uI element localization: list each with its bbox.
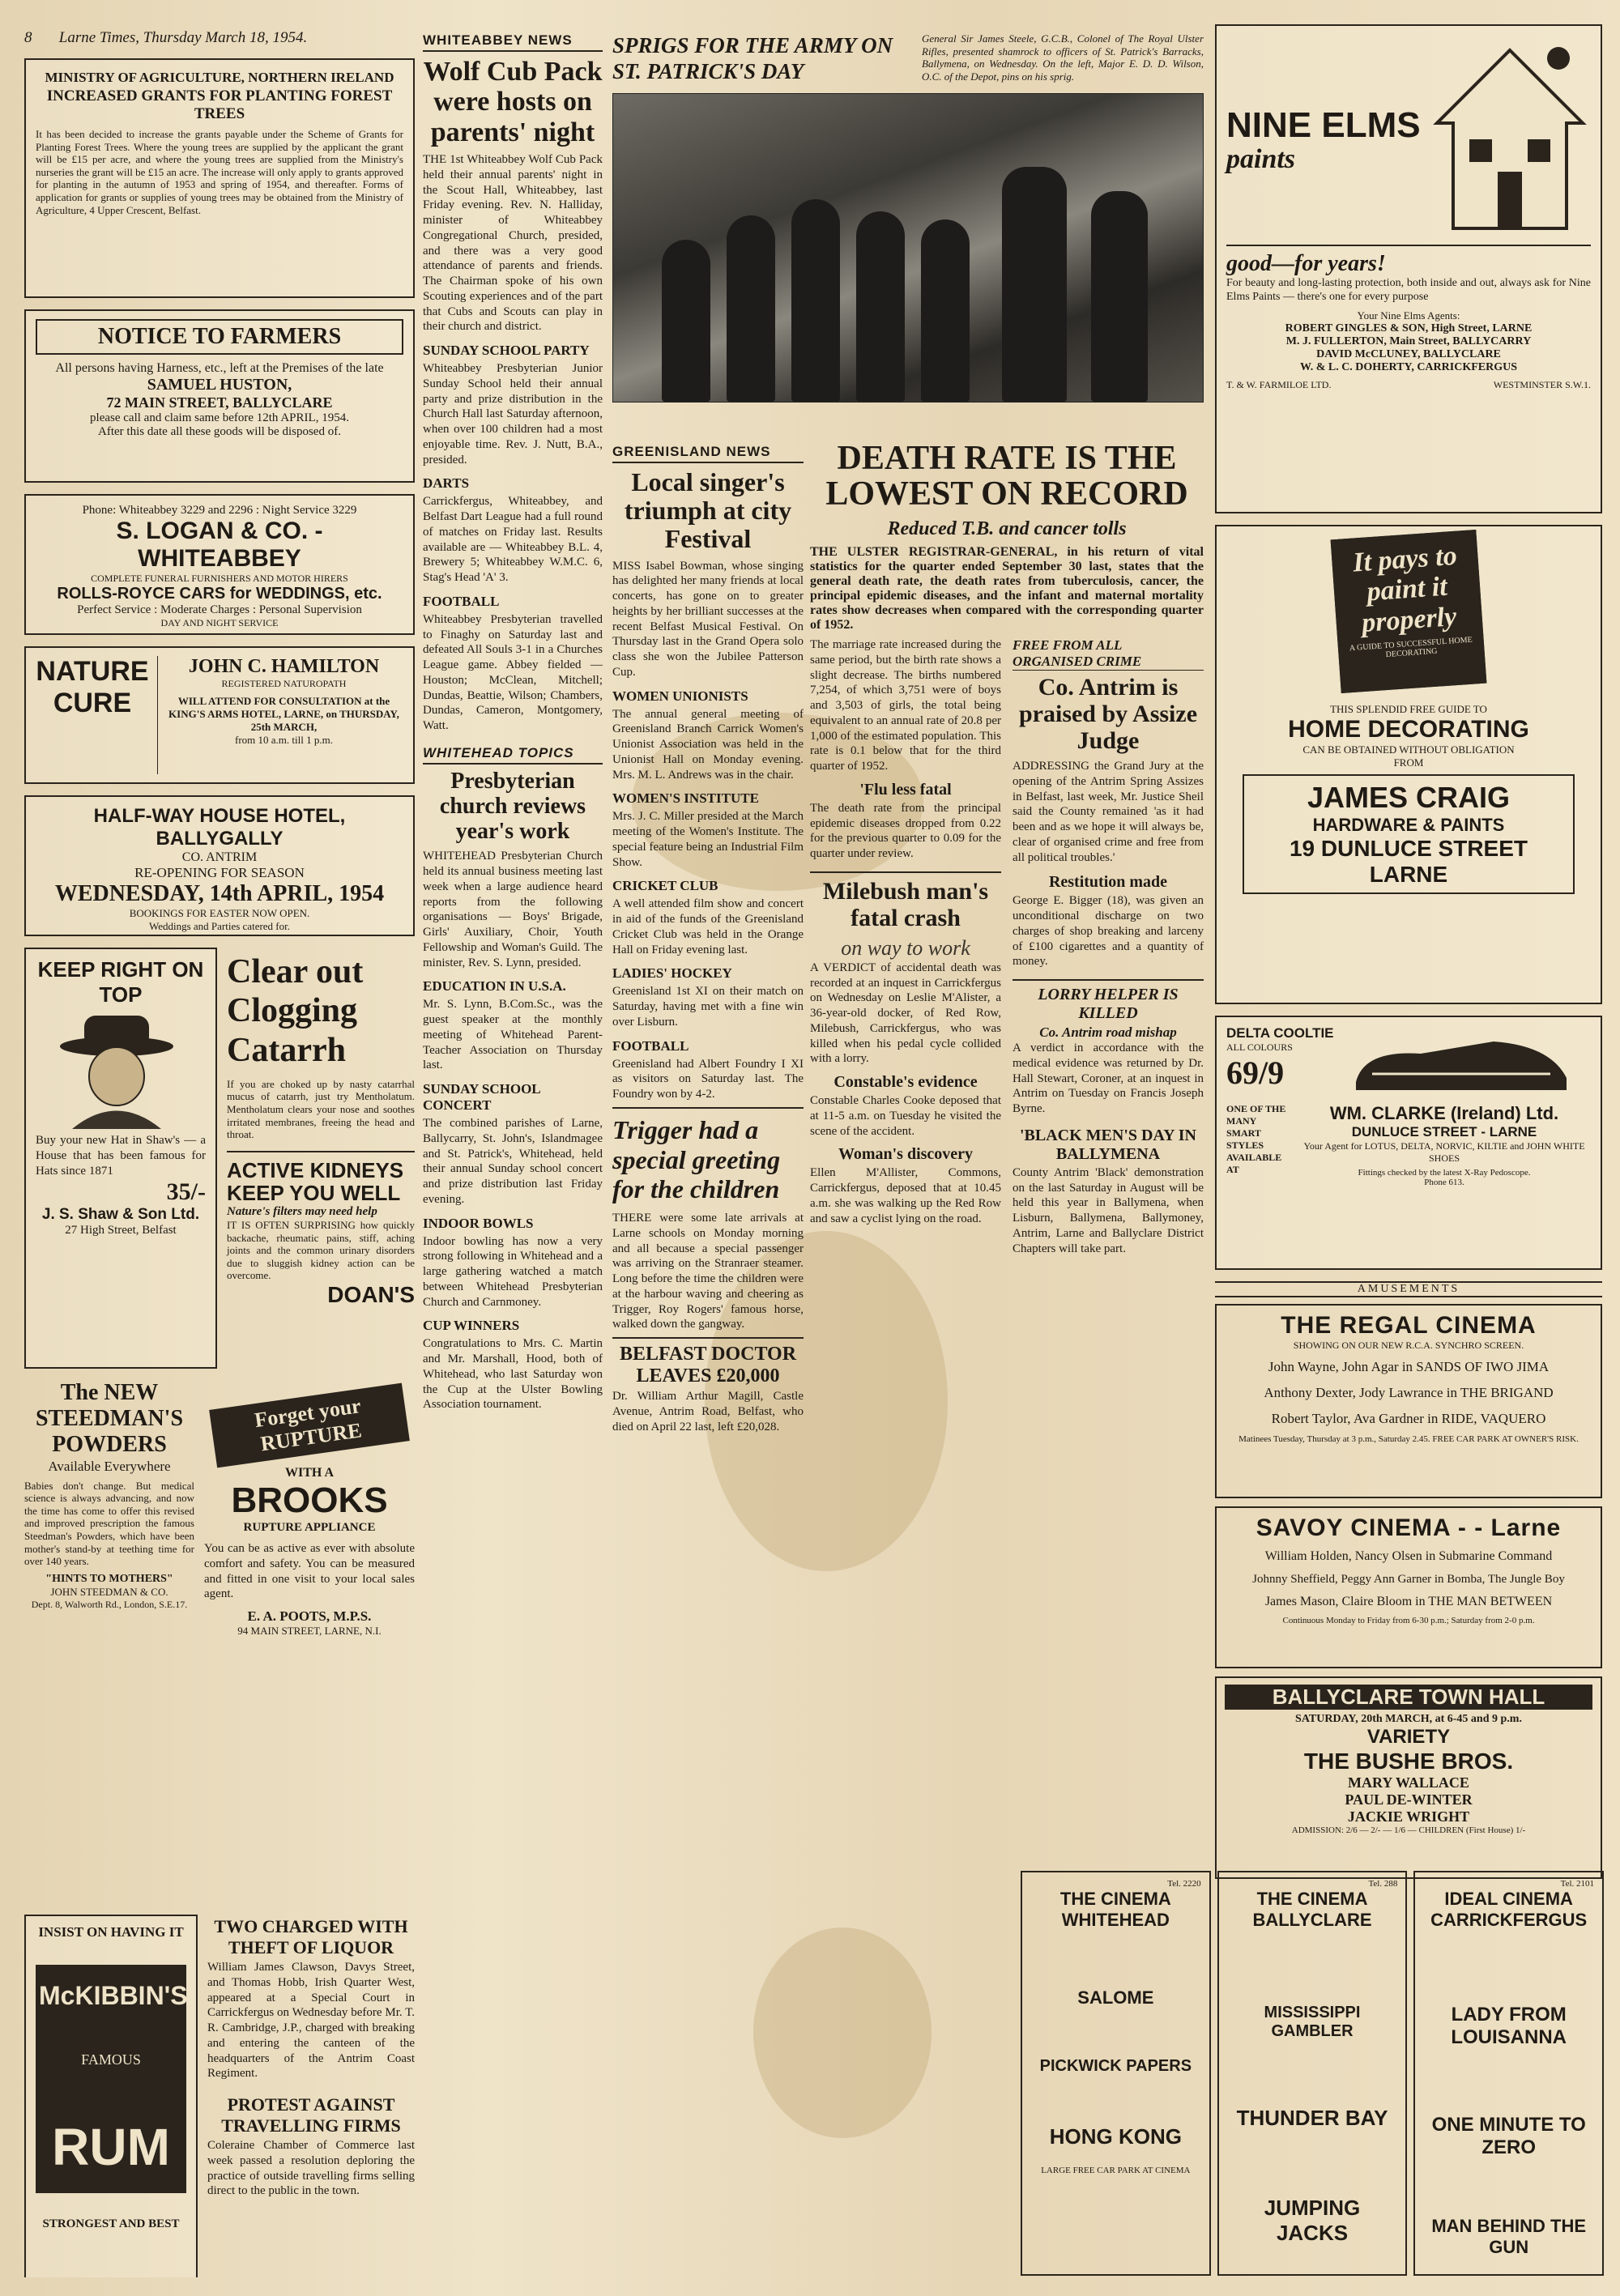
farmers-line3: After this date all these goods will be disposed of. [98, 425, 341, 438]
kidneys-sub: Nature's filters may need help [227, 1205, 377, 1219]
nine-elms-maker: T. & W. FARMILOE LTD. [1226, 378, 1332, 390]
agent-3: DAVID McCLUNEY, BALLYCLARE [1316, 347, 1501, 360]
powders-sub: Available Everywhere [48, 1458, 171, 1474]
clarke-agent: Your Agent for LOTUS, DELTA, NORVIC, KILTIE and JOHN WHITE SHOES [1303, 1140, 1585, 1164]
hat-catarrh-row [24, 948, 415, 1369]
hotel-note: BOOKINGS FOR EASTER NOW OPEN. [129, 907, 310, 919]
townhall-date: SATURDAY, 20th MARCH, at 6-45 and 9 p.m. [1295, 1713, 1522, 1725]
lorry-title: LORRY HELPER IS KILLED [1038, 986, 1179, 1023]
craig-obtain: CAN BE OBTAINED WITHOUT OBLIGATION [1302, 743, 1515, 756]
man-in-hat-icon [36, 1007, 198, 1129]
wm-clarke-ad [1215, 1016, 1602, 1270]
masthead: Larne Times, Thursday March 18, 1954. [58, 29, 308, 46]
sunday-party-title: SUNDAY SCHOOL PARTY [423, 343, 590, 359]
whitehead-film-3: HONG KONG [1049, 2124, 1182, 2149]
savoy-film-2: Johnny Sheffield, Peggy Ann Garner in Bomba, The Jungle Boy [1252, 1572, 1565, 1586]
amusements-header: AMUSEMENTS [1215, 1281, 1602, 1297]
craig-town: LARNE [1369, 862, 1448, 887]
nine-elms-your: Your Nine Elms Agents: [1357, 309, 1460, 322]
brooks-ad [204, 1380, 415, 1915]
naturopath-role: REGISTERED NATUROPATH [221, 678, 347, 689]
whiteabbey-kicker: WHITEABBEY NEWS [423, 32, 603, 52]
singer-text: MISS Isabel Bowman, whose singing has delighted her many friends at local concerts, has gone on to greater heights by her brilliant successes at the recent Belfast Musical Festival. On Thursday last in the Grand Opera solo class she won the Jubilee Patterson Cup. [612, 559, 804, 679]
nine-elms-brand: NINE ELMS [1226, 105, 1421, 145]
whitehead-cinema-ad [1021, 1871, 1211, 2276]
restitution-text: George E. Bigger (18), was given an unconditional discharge on two charges of shop breaking and larceny of £100 cigarettes and a quantity of money. [1013, 894, 1204, 969]
column-1 [24, 58, 415, 2277]
cup-title: CUP WINNERS [423, 1318, 520, 1334]
ministry-title: MINISTRY OF AGRICULTURE, NORTHERN IRELAND [45, 70, 394, 85]
rum-row [24, 1915, 415, 2277]
education-text: Mr. S. Lynn, B.Com.Sc., was the guest speaker at the monthly meeting of Whitehead Parent-Teacher Association on Thursday last. [423, 998, 603, 1072]
nine-elms-place: WESTMINSTER S.W.1. [1493, 378, 1591, 390]
unionists-text: The annual general meeting of Greenisland Branch Carrick Women's Unionist Association was held in the Unionist Hall on Monday evening. Mrs. M. L. Andrews was in the chair. [612, 707, 804, 782]
craig-guide: A GUIDE TO SUCCESSFUL HOME DECORATING [1349, 635, 1473, 660]
doctor-text: Dr. William Arthur Magill, Castle Avenue, Antrim Road, Belfast, who died on April 22 last, left £20,028. [612, 1390, 804, 1433]
crime-pre: FREE FROM ALL [1013, 637, 1123, 654]
shaw-hat-ad [24, 948, 217, 1369]
craig-free: THIS SPLENDID FREE GUIDE TO [1330, 703, 1487, 715]
logan-ad [24, 494, 415, 635]
craig-from: FROM [1393, 756, 1424, 769]
clarke-shoe: DELTA COOLTIE [1226, 1025, 1334, 1041]
hotel-date: WEDNESDAY, 14th APRIL, 1954 [54, 881, 385, 906]
cricket-title: CRICKET CLUB [612, 878, 718, 894]
milebush-deck: on way to work [841, 935, 970, 960]
townhall-act-3: PAUL DE-WINTER [1345, 1791, 1473, 1808]
milebush-text: A VERDICT of accidental death was recorded at an inquest in Carrickfergus on Wednesday on Leslie M'Alister, a 36-year-old docker, of Red Row, Milebush, Carrickfergus, who was killed when his pedal cycle collided with a lorry. [810, 961, 1001, 1066]
darts-text: Carrickfergus, Whiteabbey, and Belfast Dart League had a full round of matches on Friday last. Results available are — Whiteabbey B.L. 4, Brewery 5; Whiteabbey W.M.C. 6, Stag's Head 'A' 3. [423, 495, 603, 585]
agent-4: W. & L. C. DOHERTY, CARRICKFERGUS [1299, 360, 1517, 373]
ballyclare-title: THE CINEMA BALLYCLARE [1252, 1889, 1372, 1930]
catarrh-title: Clear out Clogging Catarrh [227, 953, 364, 1069]
brooks-addr: 94 MAIN STREET, LARNE, N.I. [237, 1625, 382, 1637]
regal-title: THE REGAL CINEMA [1281, 1312, 1537, 1339]
gi-football-text: Greenisland had Albert Foundry I XI as visitors on Saturday last. The Foundry won by 4-2. [612, 1057, 804, 1101]
clarke-colours: ALL COLOURS [1226, 1042, 1293, 1053]
whitehead-film-2: PICKWICK PAPERS [1039, 2057, 1192, 2075]
protest-title: PROTEST AGAINST TRAVELLING FIRMS [221, 2094, 401, 2136]
farmers-line1: All persons having Harness, etc., left at the Premises of the late [55, 361, 384, 375]
brooks-agent: E. A. POOTS, M.P.S. [247, 1608, 372, 1624]
townhall-variety: VARIETY [1366, 1726, 1451, 1748]
savoy-film-3: James Mason, Claire Bloom in THE MAN BETWEEN [1264, 1595, 1553, 1609]
wolf-cub-headline: Wolf Cub Pack were hosts on parents' night [423, 57, 603, 147]
carrick-film-2: ONE MINUTE TO ZERO [1431, 2114, 1586, 2158]
crime-headline: Co. Antrim is praised by Assize Judge [1018, 674, 1198, 755]
brooks-banner: Forget your RUPTURE [209, 1383, 410, 1468]
townhall-admission: ADMISSION: 2/6 — 2/- — 1/6 — CHILDREN (First House) 1/- [1291, 1825, 1526, 1835]
hat-shop: J. S. Shaw & Son Ltd. [41, 1206, 200, 1224]
rum-bottom: STRONGEST AND BEST [42, 2217, 180, 2230]
kidneys-ad [227, 1151, 415, 1308]
carrick-tel: Tel. 2101 [1560, 1879, 1595, 1889]
sprigs-headline: SPRIGS FOR THE ARMY ON ST. PATRICK'S DAY [612, 33, 893, 84]
clarke-side: ONE OF THE MANY SMART STYLES AVAILABLE AT [1226, 1103, 1286, 1175]
rum-famous: FAMOUS [81, 2051, 141, 2068]
institute-title: WOMEN'S INSTITUTE [612, 790, 759, 807]
doctor-headline: BELFAST DOCTOR LEAVES £20,000 [619, 1344, 797, 1387]
brooks-text: You can be as active as ever with absolute comfort and safety. You can be measured and fitted in one visit to your local sales agent. [204, 1542, 415, 1601]
regal-film-1: John Wayne, John Agar in SANDS OF IWO JIMA [1268, 1359, 1550, 1374]
farmers-title: NOTICE TO FARMERS [36, 319, 403, 355]
regal-sub: SHOWING ON OUR NEW R.C.A. SYNCHRO SCREEN. [1293, 1340, 1524, 1351]
ballyclare-tel: Tel. 288 [1368, 1879, 1398, 1889]
ministry-text: It has been decided to increase the grants payable under the Scheme of Grants for Planting Forest Trees. Where the young trees are supplied by the applicant the grant will be £15 per acre, and where the young trees are supplied from the Ministry's nurseries the grant will be £15 an acre. The increase will only apply to grants approved for planting in the autumn of 1953 and spring of 1954, and thereafter. Forms of application for grants or supplies of young trees may be obtained from the Ministry of Agriculture, 4 Upper Crescent, Belfast. [36, 128, 403, 216]
craig-title: HOME DECORATING [1288, 716, 1529, 743]
regal-film-3: Robert Taylor, Ava Gardner in RIDE, VAQUERO [1271, 1411, 1546, 1427]
carrick-film-3: MAN BEHIND THE GUN [1431, 2216, 1587, 2257]
sschool-title: SUNDAY SCHOOL CONCERT [423, 1081, 540, 1114]
death-rate-headline: DEATH RATE IS THE LOWEST ON RECORD [825, 440, 1188, 513]
presbyterian-headline: Presbyterian church reviews year's work [439, 768, 586, 844]
greenisland-kicker: GREENISLAND NEWS [612, 444, 804, 463]
ministry-headline: INCREASED GRANTS FOR PLANTING FOREST TREES [46, 87, 393, 122]
kidneys-text: IT IS OFTEN SURPRISING how quickly backache, rheumatic pains, stiff, aching joints and the common urinary disorders due to sluggish kidney action can be overcome. [227, 1219, 415, 1282]
lorry-text: A verdict in accordance with the medical evidence was returned by Dr. Hall Stewart, Coroner, at an inquest in Antrim on Tuesday on Francis Joseph Byrne. [1013, 1042, 1204, 1116]
savoy-film-1: William Holden, Nancy Olsen in Submarine Command [1264, 1549, 1553, 1563]
farmers-name: SAMUEL HUSTON, [147, 376, 292, 394]
powders-maker: JOHN STEEDMAN & CO. [50, 1585, 168, 1598]
hockey-title: LADIES' HOCKEY [612, 965, 732, 982]
doans-brand: DOAN'S [327, 1282, 415, 1308]
charged-text: William James Clawson, Davys Street, and Thomas Hobb, Irish Quarter West, appeared at a Special Court in Carrickfergus on Wednesday before Mr. T. R. Cambridge, J.P., charged with breaking and entering the canteen of the headquarters of the Antrim Coast Regiment. [207, 1961, 415, 2081]
hat-price: 35/- [166, 1178, 206, 1206]
hockey-text: Greenisland 1st XI on their match on Saturday, having met with a fine win over Lisburn. [612, 985, 804, 1029]
naturopath-time: from 10 a.m. till 1 p.m. [235, 734, 333, 746]
sprigs-caption: General Sir James Steele, G.C.B., Colonel of The Royal Ulster Rifles, presented shamrock to officers of St. Patrick's Barracks, Ballymena, on Wednesday. On the left, Major E. D. D. Wilson, O.C. of the Depot, pins on his sprig. [922, 32, 1204, 83]
townhall-act-4: JACKIE WRIGHT [1347, 1808, 1470, 1825]
catarrh-text: If you are choked up by nasty catarrhal mucus of catarrh, just try Mentholatum. Mentholatum clears your nose and soothes irritated membranes, freeing the head and throat. [227, 1077, 415, 1141]
whitehead-film-1: SALOME [1077, 1987, 1154, 2008]
ballyclare-film-2: THUNDER BAY [1236, 2106, 1388, 2130]
wolf-cub-text: THE 1st Whiteabbey Wolf Cub Pack held their annual parents' night in the Scout Hall, Whiteabbey, last Friday evening. Rev. N. Halliday, minister of Whiteabbey Congregational Church, presided, and there was a very good attendance of parents and friends. The Chairman spoke of his own Scouting experiences and of the part that Cubs and Scouts can play in their church and district. [423, 153, 603, 334]
gi-football-title: FOOTBALL [612, 1037, 689, 1054]
naturopath-consult: WILL ATTEND FOR CONSULTATION at the KING'S ARMS HOTEL, LARNE, on THURSDAY, 25th MARCH, [168, 695, 399, 733]
cinema-strip [1021, 1871, 1604, 2284]
regal-note: Matinees Tuesday, Thursday at 3 p.m., Saturday 2.45. FREE CAR PARK AT OWNER'S RISK. [1238, 1434, 1579, 1445]
unionists-title: WOMEN UNIONISTS [612, 688, 748, 704]
logan-service: Perfect Service : Moderate Charges : Personal Supervision [77, 603, 362, 616]
trigger-text: THERE were some late arrivals at Larne schools on Monday morning and all because a special passenger was arriving on the Stranraer steamer. Long before the time the children were at the harbour waving and cheering as Trigger, Roy Rogers' famous horse, walked down the gangway. [612, 1212, 804, 1331]
craig-script: It pays to paint it properly [1352, 540, 1458, 638]
rum-top: INSIST ON HAVING IT [38, 1924, 184, 1940]
hotel-note2: Weddings and Parties catered for. [148, 920, 291, 932]
hat-text: Buy your new Hat in Shaw's — a House that has been famous for Hats since 1871 [36, 1134, 206, 1178]
bowls-text: Indoor bowling has now a very strong following in Whitehead and a large gathering watched a match between Whitehead Presbyterian Church and Carnmoney. [423, 1234, 603, 1309]
sschool-text: The combined parishes of Larne, Ballycarry, St. John's, Islandmagee and St. Patrick's, Whitehead, held their annual Sunday school concert and prize distribution last Friday evening. [423, 1117, 603, 1206]
crime-text: ADDRESSING the Grand Jury at the opening of the Antrim Spring Assizes in Belfast, last week, Mr. Justice Sheil said the County remained 'as it had been and as we hope it will always be, clear of organised crime and free from all political troubles.' [1013, 760, 1204, 864]
rum-word: RUM [52, 2118, 170, 2176]
presbyterian-text: WHITEHEAD Presbyterian Church held its annual business meeting last week when a large audience heard reports from the following organisations — Boys' Brigade, Girls' Auxiliary, Choir, Youth Fellowship and Woman's Guild. The minister, Rev. S. Lynn, presided. [423, 850, 603, 969]
powders-address: Dept. 8, Walworth Rd., London, S.E.17. [31, 1598, 188, 1610]
logan-name: S. LOGAN & CO. - WHITEABBEY [116, 518, 323, 572]
hotel-title: HALF-WAY HOUSE HOTEL, BALLYGALLY [93, 805, 346, 850]
farmers-notice [24, 309, 415, 483]
page-number: 8 [24, 29, 32, 46]
singer-headline: Local singer's triumph at city Festival [624, 467, 792, 554]
townhall-title: BALLYCLARE TOWN HALL [1225, 1685, 1592, 1710]
agent-1: ROBERT GINGLES & SON, High Street, LARNE [1285, 322, 1533, 334]
regal-film-2: Anthony Dexter, Jody Lawrance in THE BRIGAND [1264, 1385, 1554, 1401]
agent-2: M. J. FULLERTON, Main Street, BALLYCARRY [1285, 334, 1532, 347]
powders-text: Babies don't change. But medical science is always advancing, and now the time has come to offer this revised and improved prescription the famous Steedman's Powders, which have been mother's stand-by at teething time for over 140 years. [24, 1479, 194, 1568]
death-rate-text: The marriage rate increased during the same period, but the birth rate shows a slight decrease. The births numbered 7,254, of which 3,751 were of boys and 3,503 of girls, the total being equivalent to an annual rate of 20.8 per 1,000 of the estimated population. This rate is 0.1 below that for the third quarter of 1952. [810, 638, 1001, 773]
constable-text: Constable Charles Cooke deposed that at 11-5 a.m. on Tuesday he visited the scene of the accident. [810, 1094, 1001, 1138]
townhall-act-1: THE BUSHE BROS. [1303, 1749, 1514, 1774]
institute-text: Mrs. J. C. Miller presided at the March meeting of the Women's Institute. The special feature being an Industrial Film Show. [612, 810, 804, 869]
lorry-sub: Co. Antrim road mishap [1039, 1024, 1177, 1041]
page-header [24, 29, 413, 47]
cottage-icon [1429, 34, 1591, 245]
soldiers-photo [612, 93, 1204, 403]
powders-title: The NEW STEEDMAN'S POWDERS [35, 1380, 184, 1458]
logan-phone: Phone: Whiteabbey 3229 and 2296 : Night Service 3229 [82, 504, 357, 517]
hotel-county: CO. ANTRIM [181, 850, 258, 864]
nine-elms-text: For beauty and long-lasting protection, both inside and out, always ask for Nine Elms Paints — there's one for every purpose [1226, 277, 1591, 303]
brooks-with: WITH A [284, 1466, 334, 1480]
powders-hints: "HINTS TO MOTHERS" [45, 1572, 173, 1585]
discovery-text: Ellen M'Allister, Commons, Carrickfergus, deposed that at 10.45 a.m. she was walking up the Red Row and saw a cyclist lying on the road. [810, 1166, 1001, 1225]
savoy-title: SAVOY CINEMA - - Larne [1256, 1514, 1562, 1541]
clarke-xray: Fittings checked by the latest X-Ray Pedoscope. [1358, 1168, 1531, 1178]
death-rate-deck: Reduced T.B. and cancer tolls [887, 518, 1127, 540]
hat-address: 27 High Street, Belfast [65, 1224, 177, 1237]
kidneys-title: ACTIVE KIDNEYS KEEP YOU WELL [227, 1157, 404, 1206]
rum-ad [24, 1915, 198, 2277]
whitehead-title: THE CINEMA WHITEHEAD [1059, 1889, 1171, 1930]
ballyclare-film-1: MISSISSIPPI GAMBLER [1264, 2004, 1361, 2040]
ministry-ad [24, 58, 415, 298]
logan-daynight: DAY AND NIGHT SERVICE [160, 617, 279, 628]
whitehead-kicker: WHITEHEAD TOPICS [423, 745, 603, 765]
darts-title: DARTS [423, 475, 470, 492]
halfway-hotel-ad [24, 795, 415, 936]
restitution-title: Restitution made [1048, 873, 1168, 892]
football-title: FOOTBALL [423, 593, 500, 609]
brooks-sub: RUPTURE APPLIANCE [243, 1521, 376, 1534]
nine-elms-tag: good—for years! [1226, 245, 1591, 277]
protest-text: Coleraine Chamber of Commerce last week passed a resolution deploring the practice of outside travelling firms selling direct to the public in the town. [207, 2139, 415, 2198]
milebush-headline: Milebush man's fatal crash [822, 877, 989, 931]
clarke-phone: Phone 613. [1424, 1178, 1464, 1187]
constable-subhead: Constable's evidence [833, 1073, 978, 1092]
discovery-subhead: Woman's discovery [838, 1145, 974, 1164]
farmers-address: 72 MAIN STREET, BALLYCLARE [106, 394, 333, 411]
james-craig-ad [1215, 525, 1602, 1004]
ballyclare-film-3: JUMPING JACKS [1264, 2196, 1361, 2245]
column-3 [612, 444, 804, 2282]
nature-cure-title: NATURE CURE [36, 656, 149, 719]
trigger-headline: Trigger had a special greeting for the children [612, 1114, 781, 1204]
death-rate-intro: THE ULSTER REGISTRAR-GENERAL, in his return of vital statistics for the quarter ended September 30 last, states that the general death rate, the death rates from tuberculosis, cancer, the principal epidemic diseases, and the infant and maternal mortality rates show decreases when compared with the corresponding quarter of 1952. [810, 545, 1204, 633]
craig-line: HARDWARE & PAINTS [1312, 815, 1505, 835]
sprigs-block [612, 32, 1204, 437]
nature-cure-ad [24, 646, 415, 784]
farmers-line2: please call and claim same before 12th APRIL, 1954. [90, 411, 349, 424]
craig-name: JAMES CRAIG [1307, 781, 1511, 814]
clarke-name: WM. CLARKE (Ireland) Ltd. [1329, 1103, 1559, 1123]
column-2 [423, 32, 603, 2284]
carrick-film-1: LADY FROM LOUISANNA [1451, 2004, 1567, 2048]
logan-tag: COMPLETE FUNERAL FURNISHERS AND MOTOR HIRERS [91, 573, 348, 584]
carrick-title: IDEAL CINEMA CARRICKFERGUS [1430, 1889, 1588, 1930]
powders-brooks-row [24, 1380, 415, 1915]
nine-elms-paints: paints [1226, 144, 1296, 175]
flu-subhead: 'Flu less fatal [859, 780, 952, 799]
bowls-title: INDOOR BOWLS [423, 1215, 534, 1231]
charged-protest-col [207, 1915, 415, 2277]
savoy-note: Continuous Monday to Friday from 6-30 p.m.; Saturday from 2-0 p.m. [1282, 1616, 1535, 1626]
whitehead-foot: LARGE FREE CAR PARK AT CINEMA [1041, 2166, 1191, 2175]
cup-text: Congratulations to Mrs. C. Martin and Mr. Marshall, Hood, both of Whitehead, who last Saturday won the Cup at the Ulster Bowling Association tournament. [423, 1337, 603, 1412]
craig-addr: 19 DUNLUCE STREET [1289, 836, 1528, 861]
shoe-icon [1348, 1025, 1575, 1098]
cricket-text: A well attended film show and concert in aid of the funds of the Greenisland Cricket Club was held in the Orange Hall on Friday evening last. [612, 897, 804, 956]
hotel-reopen: RE-OPENING FOR SEASON [134, 865, 305, 880]
steedman-ad [24, 1380, 194, 1915]
education-title: EDUCATION IN U.S.A. [423, 978, 566, 995]
savoy-cinema-ad [1215, 1506, 1602, 1668]
nine-elms-ad [1215, 24, 1602, 513]
whitehead-tel: Tel. 2220 [1167, 1879, 1201, 1889]
hat-title: KEEP RIGHT ON TOP [37, 957, 204, 1007]
ideal-cinema-ad [1413, 1871, 1604, 2276]
flu-text: The death rate from the principal epidemic diseases dropped from 0.22 for the previous quarter to 0.09 for the quarter under review. [810, 801, 1001, 861]
naturopath-name: JOHN C. HAMILTON [188, 656, 380, 677]
football-text: Whiteabbey Presbyterian travelled to Finaghy on Saturday last and defeated All Souls 3-1 in a Churches League game. Abbey fielded — Houston; McClean, Mitchell; Dundas, Beattie, Wilson; Chambers, Dundas, Cameron, Montgomery, Watt. [423, 612, 603, 733]
sunday-party-text: Whiteabbey Presbyterian Junior Sunday School held their annual party and prize distribution in the Church Hall last Saturday afternoon, when over 100 children had a most enjoyable time. Rev. J. Nutt, B.A., presided. [423, 362, 603, 466]
logan-cars: ROLLS-ROYCE CARS for WEDDINGS, etc. [57, 585, 382, 603]
brooks-name: BROOKS [231, 1480, 388, 1520]
townhall-act-2: MARY WALLACE [1348, 1774, 1469, 1791]
charged-title: TWO CHARGED WITH THEFT OF LIQUOR [214, 1916, 408, 1957]
clarke-addr: DUNLUCE STREET - LARNE [1351, 1124, 1537, 1139]
blackmen-text: County Antrim 'Black' demonstration on the last Saturday in August will be held this year in Ballymena, when Lisburn, Ballymena, Ballymoney, Antrim, Larne and Ballyclare District Chapters will take part. [1013, 1165, 1204, 1255]
rum-brand: McKIBBIN'S [39, 1981, 188, 2010]
ballyclare-cinema-ad [1217, 1871, 1408, 2276]
crime-title: ORGANISED CRIME [1013, 654, 1204, 671]
ballyclare-town-hall-ad [1215, 1676, 1602, 1879]
catarrh-ad [227, 948, 415, 1369]
blackmen-title: 'BLACK MEN'S DAY IN BALLYMENA [1020, 1126, 1196, 1163]
clarke-price: 69/9 [1226, 1054, 1285, 1091]
regal-cinema-ad [1215, 1304, 1602, 1498]
